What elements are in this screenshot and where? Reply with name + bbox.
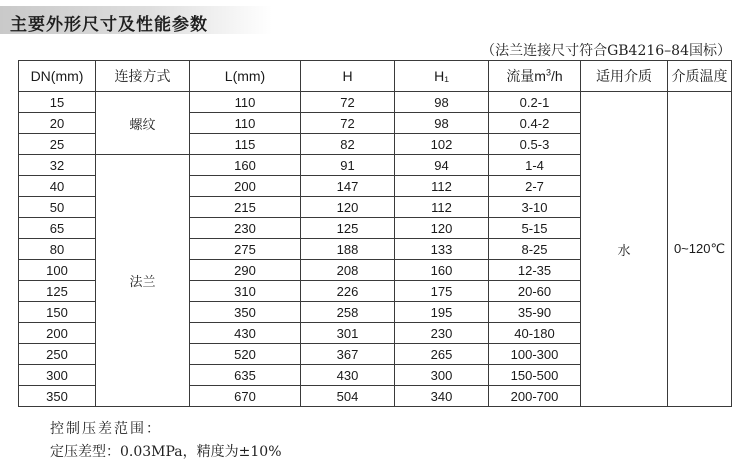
cell-length: 310: [190, 281, 301, 302]
cell-conn-thread: 螺纹: [96, 92, 190, 155]
header-flow: [489, 61, 581, 92]
header-flow-suffix: /h: [551, 68, 563, 84]
cell-flow: 8-25: [489, 239, 581, 260]
cell-height1: 265: [395, 344, 489, 365]
cell-dn: 80: [19, 239, 96, 260]
cell-flow: 0.2-1: [489, 92, 581, 113]
cell-height1: 98: [395, 113, 489, 134]
cell-length: 215: [190, 197, 301, 218]
cell-flow: 2-7: [489, 176, 581, 197]
cell-dn: 200: [19, 323, 96, 344]
header-flow-prefix: 流量m: [506, 68, 546, 84]
cell-height: 188: [301, 239, 395, 260]
cell-medium: 水: [581, 92, 668, 407]
header-temperature: 介质温度: [668, 61, 732, 92]
cell-length: 290: [190, 260, 301, 281]
cell-height1: 195: [395, 302, 489, 323]
cell-height1: 175: [395, 281, 489, 302]
cell-height: 72: [301, 113, 395, 134]
cell-dn: 350: [19, 386, 96, 407]
cell-dn: 20: [19, 113, 96, 134]
cell-height1: 102: [395, 134, 489, 155]
cell-dn: 250: [19, 344, 96, 365]
cell-height: 430: [301, 365, 395, 386]
cell-length: 160: [190, 155, 301, 176]
cell-dn: 150: [19, 302, 96, 323]
cell-length: 200: [190, 176, 301, 197]
header-medium: 适用介质: [581, 61, 668, 92]
cell-height: 82: [301, 134, 395, 155]
cell-dn: 50: [19, 197, 96, 218]
cell-flow: 3-10: [489, 197, 581, 218]
table-body: [19, 92, 732, 407]
cell-length: 110: [190, 92, 301, 113]
cell-flow: 200-700: [489, 386, 581, 407]
constant-pressure-spec: 定压差型：0.03MPa，精度为±10%: [50, 444, 282, 460]
page-title: 主要外形尺寸及性能参数: [10, 15, 208, 35]
cell-flow: 5-15: [489, 218, 581, 239]
cell-dn: 300: [19, 365, 96, 386]
cell-length: 670: [190, 386, 301, 407]
cell-height: 147: [301, 176, 395, 197]
cell-dn: 15: [19, 92, 96, 113]
cell-length: 520: [190, 344, 301, 365]
cell-height: 226: [301, 281, 395, 302]
standard-note: （法兰连接尺寸符合GB4216–84国标）: [481, 43, 731, 59]
cell-height: 504: [301, 386, 395, 407]
header-height1: H₁: [395, 61, 489, 92]
cell-height: 367: [301, 344, 395, 365]
cell-height1: 98: [395, 92, 489, 113]
cell-flow: 12-35: [489, 260, 581, 281]
cell-height1: 112: [395, 176, 489, 197]
table-header-row: [19, 61, 732, 92]
header-connection: 连接方式: [96, 61, 190, 92]
header-length: L(mm): [190, 61, 301, 92]
cell-dn: 125: [19, 281, 96, 302]
cell-flow: 1-4: [489, 155, 581, 176]
cell-height: 91: [301, 155, 395, 176]
control-pressure-label: 控制压差范围：: [50, 421, 162, 437]
cell-length: 115: [190, 134, 301, 155]
cell-dn: 32: [19, 155, 96, 176]
cell-conn-flange: 法兰: [96, 155, 190, 407]
cell-height: 125: [301, 218, 395, 239]
cell-flow: 0.5-3: [489, 134, 581, 155]
cell-height: 258: [301, 302, 395, 323]
cell-dn: 100: [19, 260, 96, 281]
cell-flow: 100-300: [489, 344, 581, 365]
header-height: H: [301, 61, 395, 92]
cell-height1: 160: [395, 260, 489, 281]
cell-flow: 20-60: [489, 281, 581, 302]
cell-temperature: 0~120℃: [668, 92, 732, 407]
cell-dn: 65: [19, 218, 96, 239]
cell-height1: 300: [395, 365, 489, 386]
cell-dn: 40: [19, 176, 96, 197]
cell-dn: 25: [19, 134, 96, 155]
cell-height1: 340: [395, 386, 489, 407]
cell-length: 430: [190, 323, 301, 344]
cell-flow: 0.4-2: [489, 113, 581, 134]
cell-length: 110: [190, 113, 301, 134]
cell-height1: 120: [395, 218, 489, 239]
cell-flow: 40-180: [489, 323, 581, 344]
cell-length: 635: [190, 365, 301, 386]
cell-length: 350: [190, 302, 301, 323]
cell-height: 301: [301, 323, 395, 344]
cell-height1: 133: [395, 239, 489, 260]
cell-length: 230: [190, 218, 301, 239]
cell-flow: 35-90: [489, 302, 581, 323]
cell-height1: 112: [395, 197, 489, 218]
cell-height1: 94: [395, 155, 489, 176]
cell-height: 208: [301, 260, 395, 281]
cell-height: 120: [301, 197, 395, 218]
spec-table: [18, 60, 732, 407]
table-row: [19, 92, 732, 113]
header-dn: DN(mm): [19, 61, 96, 92]
cell-flow: 150-500: [489, 365, 581, 386]
header-flow-sup: 3: [545, 67, 551, 78]
cell-length: 275: [190, 239, 301, 260]
cell-height1: 230: [395, 323, 489, 344]
cell-height: 72: [301, 92, 395, 113]
